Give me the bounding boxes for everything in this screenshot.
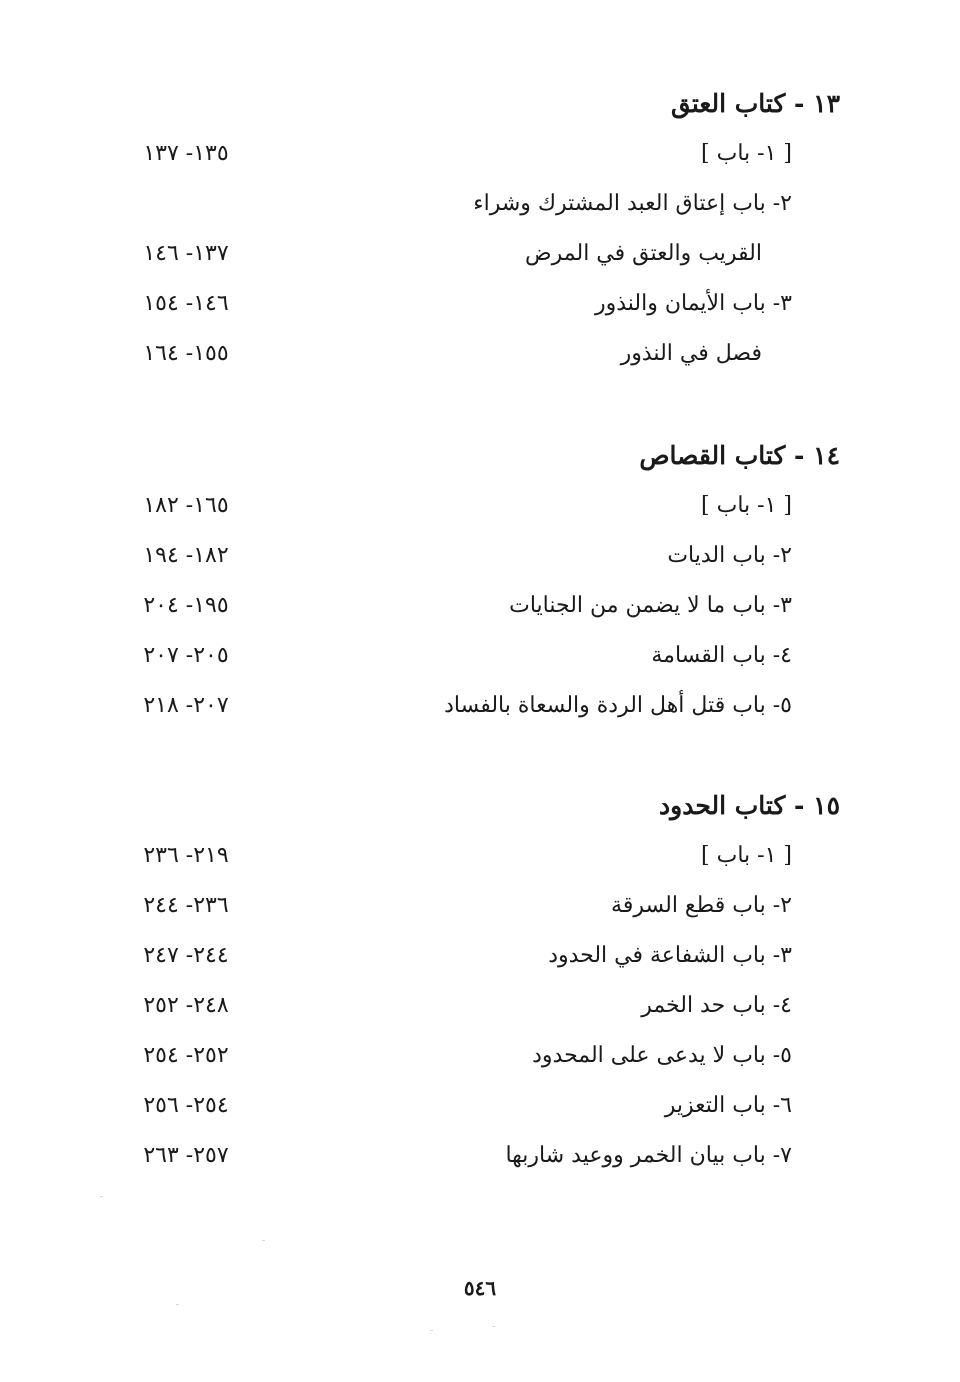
entry-pages: ١٣٧- ١٤٦ (143, 241, 229, 266)
entry-title: [ ١- باب ] (701, 141, 792, 166)
toc-entry (120, 836, 840, 880)
toc-entry (120, 586, 840, 630)
entry-pages: ٢٣٦- ٢٤٤ (143, 893, 229, 918)
scan-speck (100, 1196, 103, 1197)
entry-pages: ١٦٥- ١٨٢ (143, 493, 229, 518)
entry-pages: ٢٠٧- ٢١٨ (143, 693, 229, 718)
entry-pages: ٢١٩- ٢٣٦ (143, 843, 229, 868)
scan-speck (492, 1326, 495, 1327)
entry-title: ٤- باب حد الخمر (641, 993, 792, 1018)
entry-title: ٥- باب قتل أهل الردة والسعاة بالفساد (444, 693, 792, 718)
page-number: ٥٤٦ (463, 1276, 497, 1300)
entry-pages: ٢٥٧- ٢٦٣ (143, 1143, 229, 1168)
entry-pages: ١٨٢- ١٩٤ (143, 543, 229, 568)
section-title: ١٣ - كتاب العتق (671, 89, 840, 118)
entry-pages: ٢٥٢- ٢٥٤ (143, 1043, 229, 1068)
toc-entry (120, 184, 840, 228)
entry-title: ٤- باب القسامة (651, 643, 792, 668)
toc-entry (120, 234, 840, 278)
entry-title: ٢- باب إعتاق العبد المشترك وشراء (473, 191, 792, 216)
section-title: ١٤ - كتاب القصاص (639, 441, 840, 470)
entry-pages: ٢٠٥- ٢٠٧ (143, 643, 229, 668)
entry-title: ٢- باب قطع السرقة (611, 893, 792, 918)
section-heading (120, 786, 840, 830)
entry-title: ٣- باب الشفاعة في الحدود (548, 943, 792, 968)
entry-title: [ ١- باب ] (701, 493, 792, 518)
entry-pages: ١٩٥- ٢٠٤ (143, 593, 229, 618)
toc-entry (120, 1086, 840, 1130)
toc-entry (120, 686, 840, 730)
toc-entry (120, 334, 840, 378)
entry-title: ٦- باب التعزير (664, 1093, 792, 1118)
scan-speck (176, 1304, 179, 1305)
section-title: ١٥ - كتاب الحدود (659, 791, 840, 820)
entry-title: فصل في النذور (620, 341, 762, 366)
toc-entry (120, 486, 840, 530)
toc-entry (120, 1136, 840, 1180)
entry-title: [ ١- باب ] (701, 843, 792, 868)
entry-pages: ١٣٥- ١٣٧ (143, 141, 229, 166)
entry-pages: ٢٥٤- ٢٥٦ (143, 1093, 229, 1118)
toc-entry (120, 134, 840, 178)
scan-speck (430, 1330, 433, 1331)
entry-pages: ٢٤٨- ٢٥٢ (143, 993, 229, 1018)
entry-title: ٢- باب الديات (667, 543, 792, 568)
toc-entry (120, 636, 840, 680)
entry-title: القريب والعتق في المرض (525, 241, 762, 266)
toc-entry (120, 536, 840, 580)
entry-title: ٥- باب لا يدعى على المحدود (532, 1043, 792, 1068)
scan-speck (262, 1240, 265, 1241)
toc-entry (120, 986, 840, 1030)
toc-entry (120, 1036, 840, 1080)
entry-title: ٣- باب الأيمان والنذور (594, 291, 792, 316)
toc-entry (120, 936, 840, 980)
entry-pages: ٢٤٤- ٢٤٧ (143, 943, 229, 968)
toc-entry (120, 886, 840, 930)
entry-title: ٧- باب بيان الخمر ووعيد شاربها (505, 1143, 792, 1168)
entry-title: ٣- باب ما لا يضمن من الجنايات (509, 593, 792, 618)
entry-pages: ١٥٥- ١٦٤ (143, 341, 229, 366)
entry-pages: ١٤٦- ١٥٤ (143, 291, 229, 316)
section-heading (120, 436, 840, 480)
toc-entry (120, 284, 840, 328)
section-heading (120, 84, 840, 128)
